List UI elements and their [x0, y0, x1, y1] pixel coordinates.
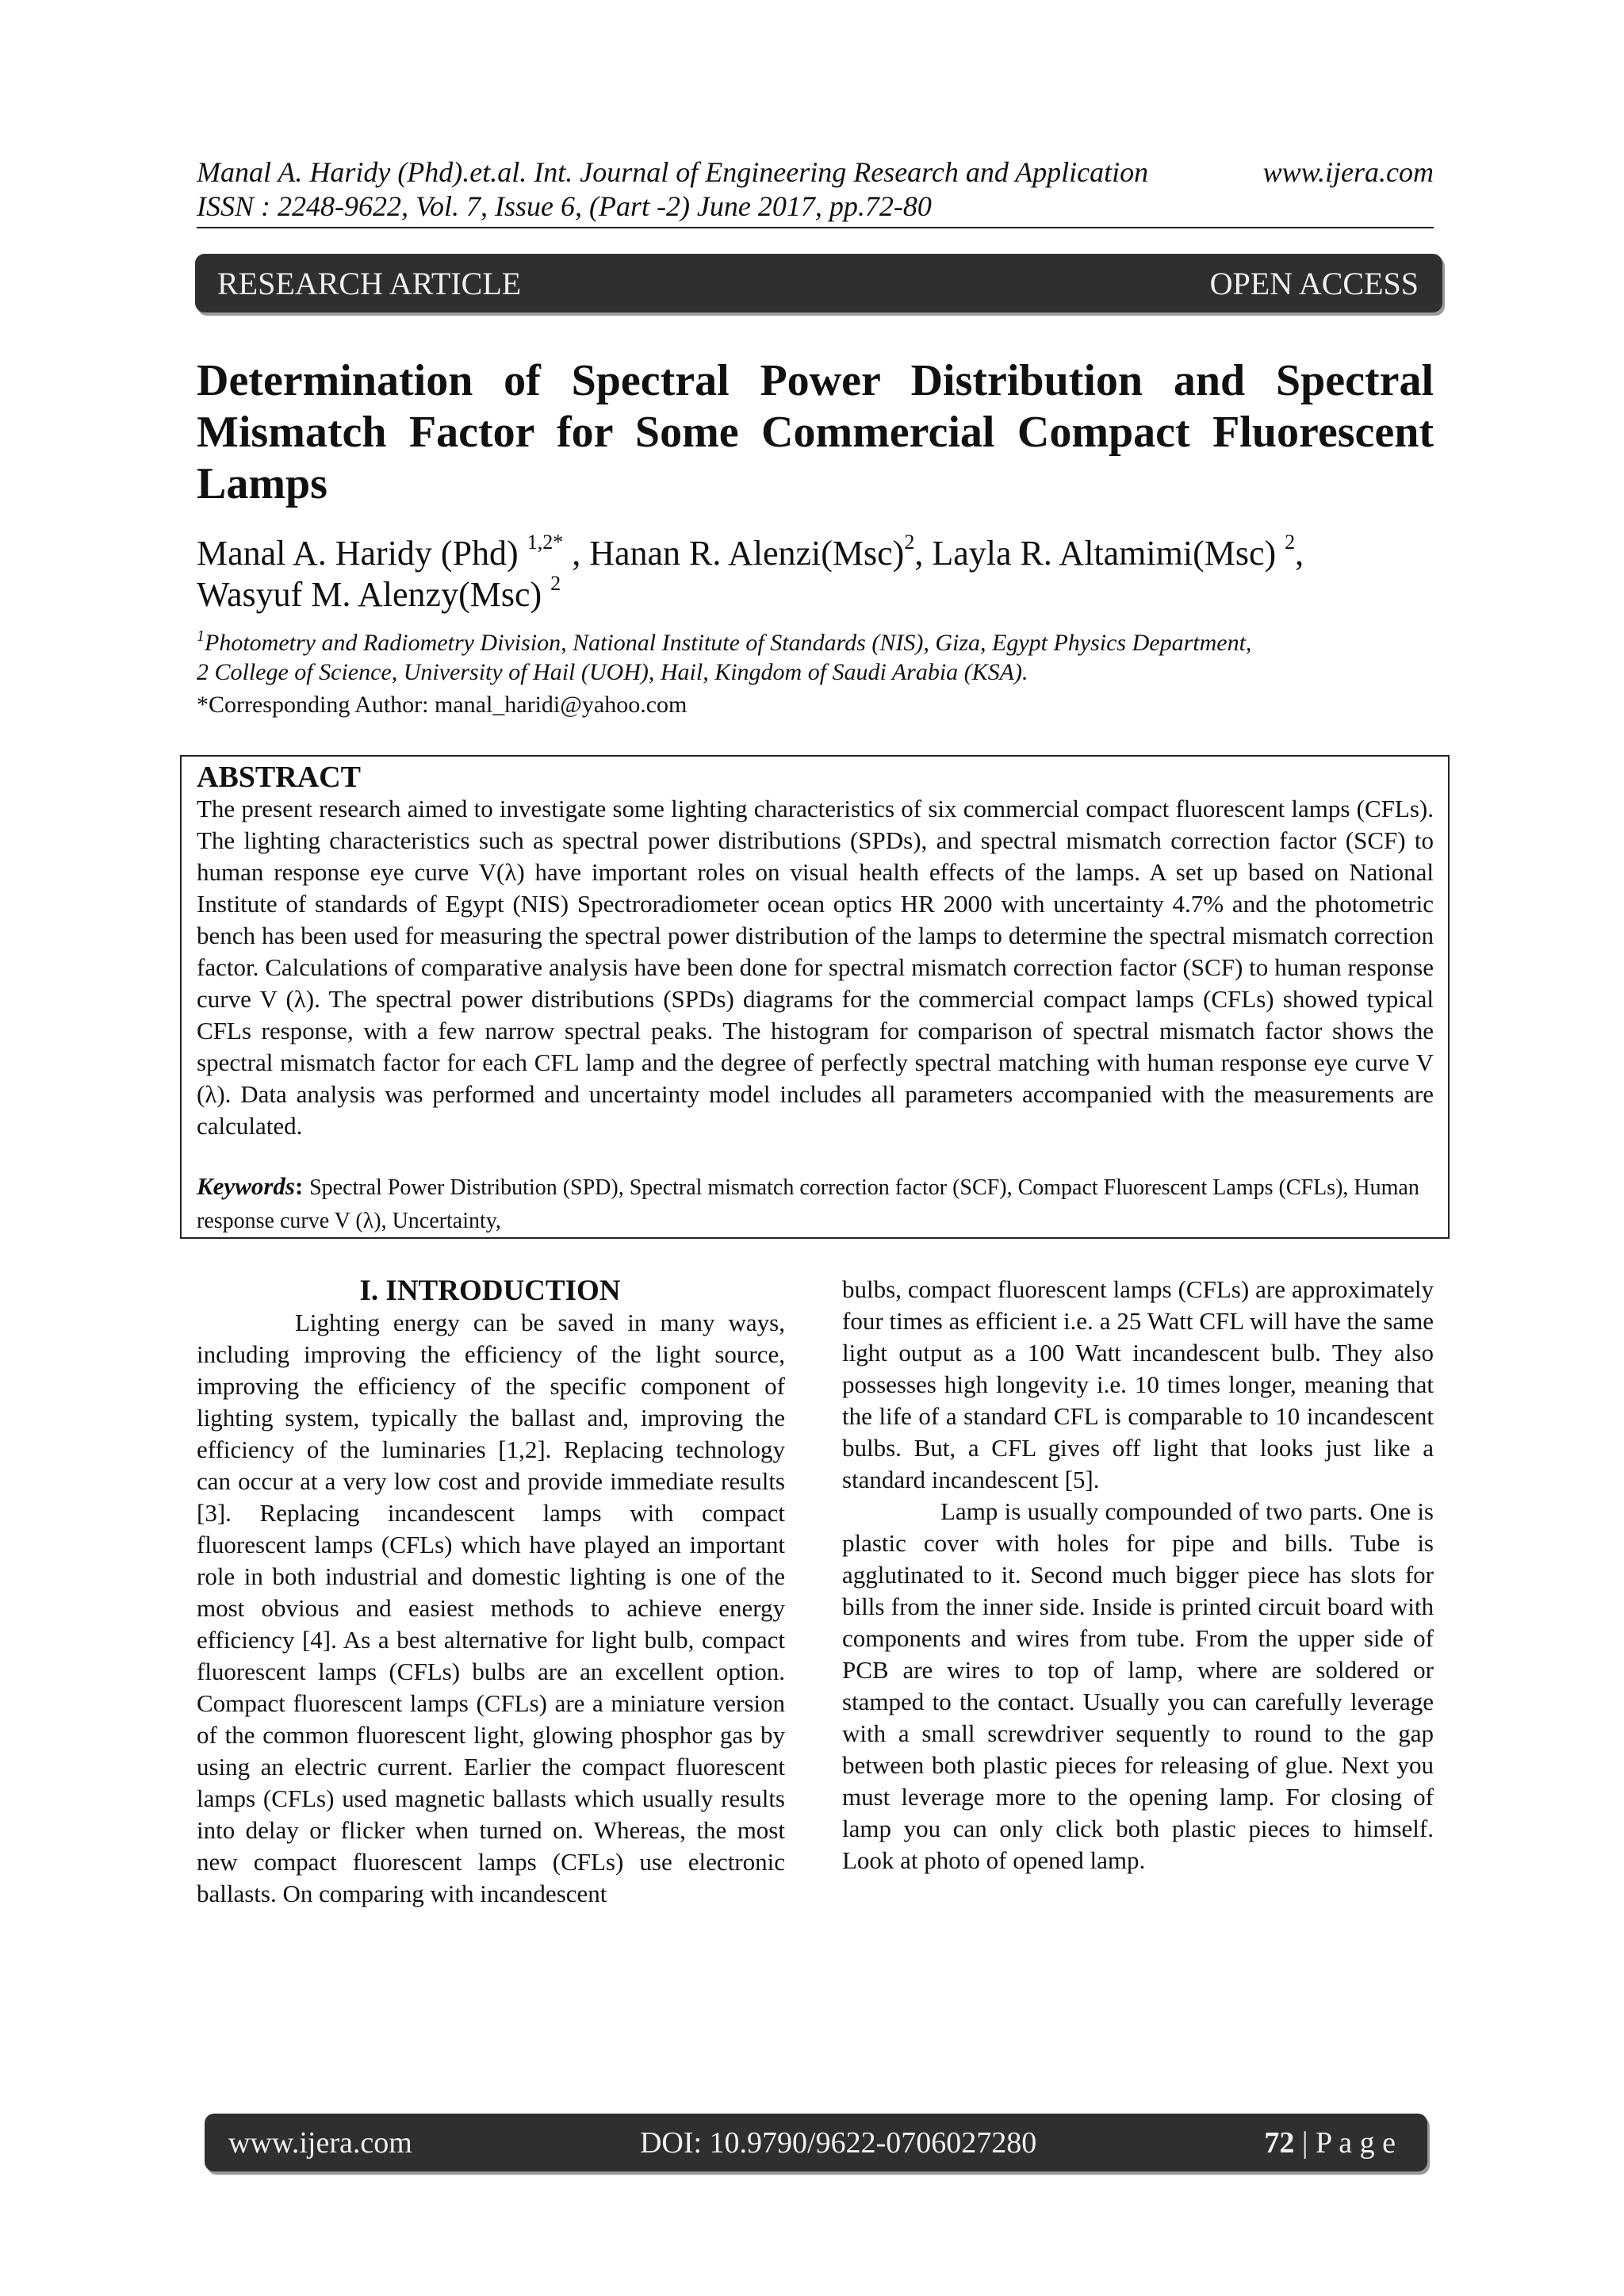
citation-line-2: ISSN : 2248-9622, Vol. 7, Issue 6, (Part -2) June 2017, pp.72-80	[197, 190, 932, 222]
author-affiliation-mark: 2	[550, 572, 561, 595]
affiliation-line: Photometry and Radiometry Division, National Institute of Standards (NIS), Giza, Egypt Physics Department,	[205, 630, 1252, 656]
keywords	[197, 1171, 1434, 1237]
keywords-label: Keywords	[197, 1172, 295, 1200]
author-affiliation-mark: 2	[904, 531, 915, 554]
corresponding-author: *Corresponding Author: manal_haridi@yahoo.com	[197, 692, 688, 718]
section-heading-introduction: I. INTRODUCTION	[359, 1274, 621, 1307]
paragraph: Lamp is usually compounded of two parts. One is plastic cover with holes for pipe and bills. Tube is agglutinated to it. Second much bigger piece has slots for bills from the inner side. Inside is printed circuit board with components and wires from tube. From the upper side of PCB are wires to top of lamp, where are soldered or stamped to the contact. Usually you can carefully leverage with a small screwdriver sequently to round to the gap between both plastic pieces for releasing of glue. Next you must leverage more to the opening lamp. For closing of lamp you can only click both plastic pieces to himself. Look at photo of opened lamp.	[842, 1497, 1434, 1874]
citation-line-1: Manal A. Haridy (Phd).et.al. Int. Journal of Engineering Research and Application	[197, 156, 1149, 188]
paragraph: Lighting energy can be saved in many ways, including improving the efficiency of the light source, improving the efficiency of the specific component of lighting system, typically the ballast and, improving the efficiency of the luminaries [1,2]. Replacing technology can occur at a very low cost and provide immediate results [3]. Replacing incandescent lamps with compact fluorescent lamps (CFLs) which have played an important role in both industrial and domestic lighting is one of the most obvious and easiest methods to achieve energy efficiency [4]. As a best alternative for light bulb, compact fluorescent lamps (CFLs) bulbs are an excellent option. Compact fluorescent lamps (CFLs) are a miniature version of the common fluorescent light, glowing phosphor gas by using an electric current. Earlier the compact fluorescent lamps (CFLs) used magnetic ballasts which usually results into delay or flicker when turned on. Whereas, the most new compact fluorescent lamps (CFLs) use electronic ballasts. On comparing with incandescent	[197, 1309, 785, 1907]
doi-link[interactable]: DOI: 10.9790/9622-0706027280	[639, 2125, 1037, 2160]
keywords-colon: :	[295, 1172, 310, 1200]
page-label: | P a g e	[1294, 2125, 1396, 2160]
author-name: Manal A. Haridy (Phd)	[197, 534, 519, 573]
keywords-list: Spectral Power Distribution (SPD), Spectral mismatch correction factor (SCF), Compact Fluorescent Lamps (CFLs), Human response curve V (λ), Uncertainty,	[197, 1175, 1419, 1233]
page-indicator	[1264, 2125, 1396, 2160]
author-name: Wasyuf M. Alenzy(Msc)	[197, 575, 542, 614]
page-footer	[205, 2114, 1427, 2171]
author-name: , Hanan R. Alenzi(Msc)	[572, 534, 905, 573]
abstract-text: The present research aimed to investigate some lighting characteristics of six commercial compact fluorescent lamps (CFLs). The lighting characteristics such as spectral power distributions (SPDs), and spectral mismatch correction factor (SCF) to human response eye curve V(λ) have important roles on visual health effects of the lamps. A set up based on National Institute of standards of Egypt (NIS) Spectroradiometer ocean optics HR 2000 with uncertainty 4.7% and the photometric bench has been used for measuring the spectral power distribution of the lamps to determine the spectral mismatch correction factor. Calculations of comparative analysis have been done for spectral mismatch correction factor (SCF) to human response curve V (λ). The spectral power distributions (SPDs) diagrams for the commercial compact lamps (CFLs) showed typical CFLs response, with a few narrow spectral peaks. The histogram for comparison of spectral mismatch factor shows the spectral mismatch factor for each CFL lamp and the degree of perfectly spectral matching with human response eye curve V (λ). Data analysis was performed and uncertainty model includes all parameters accompanied with the measurements are calculated.	[197, 795, 1434, 1140]
left-column	[197, 1307, 785, 1910]
header-divider	[197, 227, 1434, 228]
footer-website-link[interactable]: www.ijera.com	[228, 2125, 412, 2160]
author-affiliation-mark: 2	[1285, 531, 1296, 554]
affiliation-mark: 1	[197, 627, 205, 645]
journal-citation-header	[197, 155, 1434, 190]
affiliations	[197, 628, 1465, 687]
author-separator: ,	[1295, 534, 1304, 573]
open-access-label: OPEN ACCESS	[1209, 265, 1419, 301]
author-name: , Layla R. Altamimi(Msc)	[914, 534, 1277, 573]
article-type-label: RESEARCH ARTICLE	[217, 265, 522, 301]
journal-website-link[interactable]: www.ijera.com	[1262, 156, 1434, 188]
paragraph: bulbs, compact fluorescent lamps (CFLs) are approximately four times as efficient i.e. a 25 Watt CFL will have the same light output as a 100 Watt incandescent bulb. They also possesses high longevity i.e. 10 times longer, meaning that the life of a standard CFL is comparable to 10 incandescent bulbs. But, a CFL gives off light that looks just like a standard incandescent [5].	[842, 1275, 1434, 1493]
author-affiliation-mark: 1,2*	[527, 531, 564, 554]
paper-title: Determination of Spectral Power Distribution and Spectral Mismatch Factor for Some Commercial Compact Fluorescent Lamps	[197, 356, 1434, 508]
page-number: 72	[1264, 2125, 1295, 2160]
article-type-bar	[195, 254, 1442, 312]
affiliation-line: 2 College of Science, University of Hail (UOH), Hail, Kingdom of Saudi Arabia (KSA).	[197, 659, 1028, 685]
abstract-heading: ABSTRACT	[197, 761, 361, 794]
right-column	[842, 1274, 1434, 1876]
author-list	[197, 533, 1434, 615]
